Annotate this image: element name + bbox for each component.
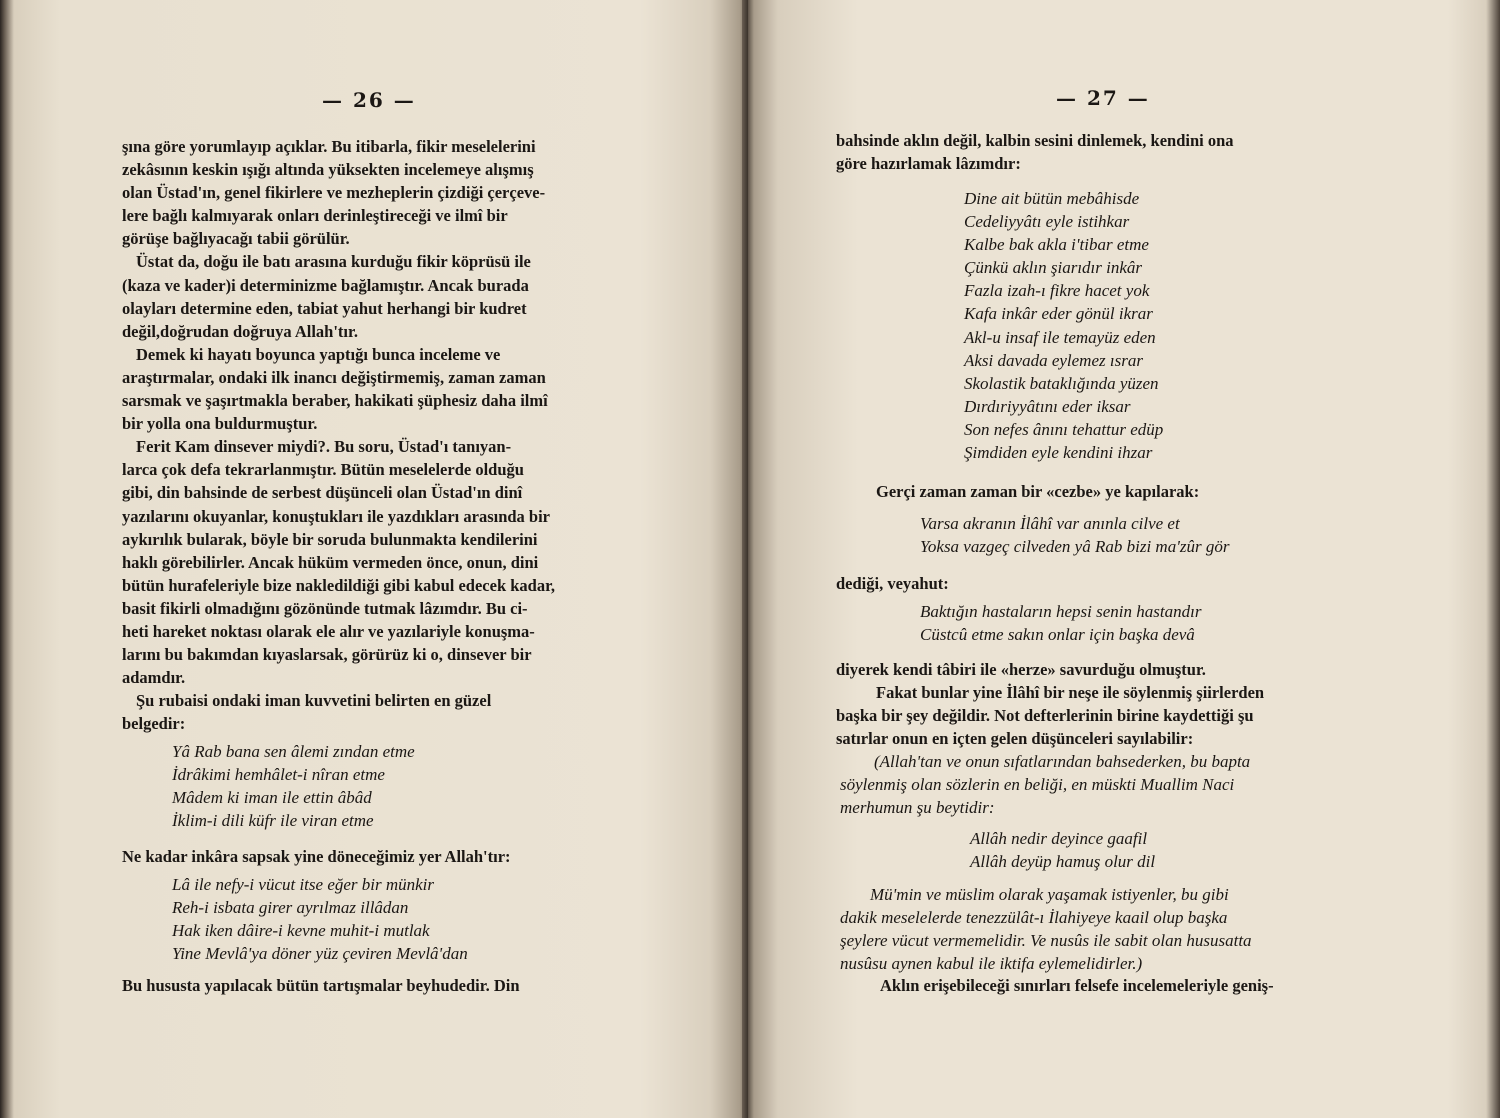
verse-line: Reh-i isbata girer ayrılmaz illâdan	[172, 898, 409, 918]
verse-line: Dırdıriyyâtını eder iksar	[964, 396, 1131, 416]
left-line: Üstat da, doğu ile batı arasına kurduğu fikir köprüsü ile	[136, 252, 531, 272]
left-body	[122, 135, 634, 735]
right-line: Aklın erişebileceği sınırları felsefe incelemeleriyle geniş-	[880, 976, 1274, 995]
verse-line: İklim-i dili küfr ile viran etme	[172, 811, 374, 831]
left-line: aykırılık bularak, böyle bir soruda bulunmakta kendilerini	[122, 529, 538, 549]
verse-line: Akl-u insaf ile temayüz eden	[964, 327, 1156, 347]
left-line: larını bu bakımdan kıyaslarsak, görürüz ki o, dinsever bir	[122, 645, 532, 665]
right-line: diyerek kendi tâbiri ile «herze» savurduğu olmuştur.	[836, 660, 1206, 679]
left-line: olayları determine eden, tabiat yahut herhangi bir kudret	[122, 298, 527, 318]
right-verse-3	[920, 600, 1340, 646]
verse-line: Allâh deyüp hamuş olur dil	[970, 852, 1156, 872]
right-verse-1	[964, 187, 1344, 464]
left-verse-1	[172, 740, 592, 832]
right-line: dediği, veyahut:	[836, 574, 949, 593]
left-line: bütün hurafeleriyle bize nakledildiği gibi kabul edecek kadar,	[122, 575, 556, 595]
verse-line: Yâ Rab bana sen âlemi zından etme	[172, 742, 415, 761]
italic-line: (Allah'tan ve onun sıfatlarından bahsederken, bu bapta	[874, 752, 1251, 771]
italic-line: dakik meselelerde tenezzülât-ı İlahiyeye kaail olup başka	[840, 908, 1228, 928]
verse-line: Varsa akranın İlâhî var anınla cilve et	[920, 514, 1180, 533]
verse-line: Kalbe bak akla i'tibar etme	[964, 235, 1149, 255]
right-body-middle	[836, 658, 1374, 750]
verse-line: Yine Mevlâ'ya döner yüz çeviren Mevlâ'dan	[172, 944, 468, 964]
verse-line: Dine ait bütün mebâhisde	[964, 189, 1140, 208]
left-line: lere bağlı kalmıyarak onları derinleştireceği ve ilmî bir	[122, 206, 508, 226]
left-line: larca çok defa tekrarlanmıştır. Bütün meselelerde olduğu	[122, 460, 524, 480]
verse-line: Mâdem ki iman ile ettin âbâd	[172, 788, 372, 808]
left-line: adamdır.	[122, 668, 186, 688]
left-line: şına göre yorumlayıp açıklar. Bu itibarla, fikir meselelerini	[122, 137, 536, 156]
verse-line: Son nefes ânını tehattur edüp	[964, 419, 1164, 439]
left-line: Ferit Kam dinsever miydi?. Bu soru, Üstad'ı tanıyan-	[136, 437, 512, 457]
verse-line: Hak iken dâire-i kevne muhit-i mutlak	[172, 921, 430, 941]
page-number-left: — 26 —	[322, 88, 416, 112]
left-line: değil,doğrudan doğruya Allah'tır.	[122, 321, 358, 341]
left-line: gibi, din bahsinde de serbest düşünceli olan Üstad'ın dinî	[122, 483, 523, 503]
left-line: belgedir:	[122, 714, 186, 734]
right-page	[748, 0, 1500, 1118]
right-italic-1	[840, 750, 1380, 819]
italic-line: nusûsu aynen kabul ile iktifa eylemelidirler.)	[840, 954, 1143, 974]
right-line: göre hazırlamak lâzımdır:	[836, 154, 1021, 174]
left-page	[0, 0, 748, 1118]
left-line: zekâsının keskin ışığı altında yüksekten incelemeye alışmış	[122, 160, 534, 180]
verse-line: Aksi davada eylemez ısrar	[964, 350, 1143, 370]
left-line: basit fikirli olmadığını gözönünde tutmak lâzımdır. Bu ci-	[122, 598, 528, 618]
italic-line: Mü'min ve müslim olarak yaşamak istiyenler, bu gibi	[870, 885, 1229, 904]
right-verse-4	[970, 827, 1330, 873]
italic-line: söylenmiş olan sözlerin en beliği, en müskti Muallim Naci	[840, 775, 1235, 795]
left-line: heti hareket noktası olarak ele alır ve yazılariyle konuşma-	[122, 621, 535, 641]
verse-line: Baktığın hastaların hepsi senin hastandır	[920, 602, 1202, 621]
right-line: satırlar onun en içten gelen düşünceleri sayılabilir:	[836, 729, 1194, 749]
left-line: bir yolla ona buldurmuştur.	[122, 414, 318, 434]
page-number-right: — 27 —	[1056, 86, 1150, 110]
left-line: görüşe bağlıyacağı tabii görülür.	[122, 229, 350, 249]
left-verse-2	[172, 873, 592, 965]
left-line: Demek ki hayatı boyunca yaptığı bunca inceleme ve	[136, 344, 501, 364]
left-line: sarsmak ve şaşırtmakla beraber, hakikati şüphesiz daha ilmî	[122, 391, 548, 411]
verse-line: Kafa inkâr eder gönül ikrar	[964, 304, 1153, 324]
left-line: araştırmalar, ondaki ilk inancı değiştirmemiş, zaman zaman	[122, 367, 546, 387]
verse-line: Cüstcû etme sakın onlar için başka devâ	[920, 625, 1195, 645]
right-body-top	[836, 129, 1368, 175]
right-italic-2	[840, 883, 1380, 975]
left-line: (kaza ve kader)i determinizme bağlamıştır. Ancak burada	[122, 275, 529, 295]
left-line: yazılarını okuyanlar, konuştukları ile yazdıkları arasında bir	[122, 506, 551, 526]
verse-line: Fazla izah-ı fikre hacet yok	[964, 281, 1150, 301]
italic-line: merhumun şu beytidir:	[840, 798, 995, 818]
verse-line: Yoksa vazgeç cilveden yâ Rab bizi ma'zûr gör	[920, 537, 1230, 557]
right-line: Gerçi zaman zaman bir «cezbe» ye kapılarak:	[876, 482, 1200, 501]
verse-line: Şimdiden eyle kendini ihzar	[964, 443, 1153, 463]
right-line: bahsinde aklın değil, kalbin sesini dinlemek, kendini ona	[836, 131, 1234, 150]
verse-line: Skolastik bataklığında yüzen	[964, 373, 1159, 393]
left-line: haklı görebilirler. Ancak hüküm vermeden önce, onun, dini	[122, 552, 539, 572]
right-line: başka bir şey değildir. Not defterlerinin birine kaydettiği şu	[836, 706, 1254, 726]
left-line: Şu rubaisi ondaki iman kuvvetini belirten en güzel	[136, 691, 492, 711]
left-line: Bu hususta yapılacak bütün tartışmalar beyhudedir. Din	[122, 976, 520, 995]
right-line: Fakat bunlar yine İlâhî bir neşe ile söylenmiş şiirlerden	[876, 683, 1265, 703]
verse-line: Cedeliyyâtı eyle istihkar	[964, 212, 1130, 232]
verse-line: Çünkü aklın şiarıdır inkâr	[964, 258, 1143, 278]
italic-line: şeylere vücut vermemelidir. Ve nusûs ile sabit olan hususatta	[840, 931, 1252, 951]
verse-line: Lâ ile nefy-i vücut itse eğer bir münkir	[172, 875, 435, 894]
right-verse-2	[920, 512, 1340, 558]
verse-line: İdrâkimi hemhâlet-i nîran etme	[172, 765, 385, 785]
verse-line: Allâh nedir deyince gaafil	[970, 829, 1148, 848]
left-line: Ne kadar inkâra sapsak yine döneceğimiz yer Allah'tır:	[122, 847, 511, 866]
left-line: olan Üstad'ın, genel fikirlere ve mezheplerin çizdiği çerçeve-	[122, 183, 546, 203]
